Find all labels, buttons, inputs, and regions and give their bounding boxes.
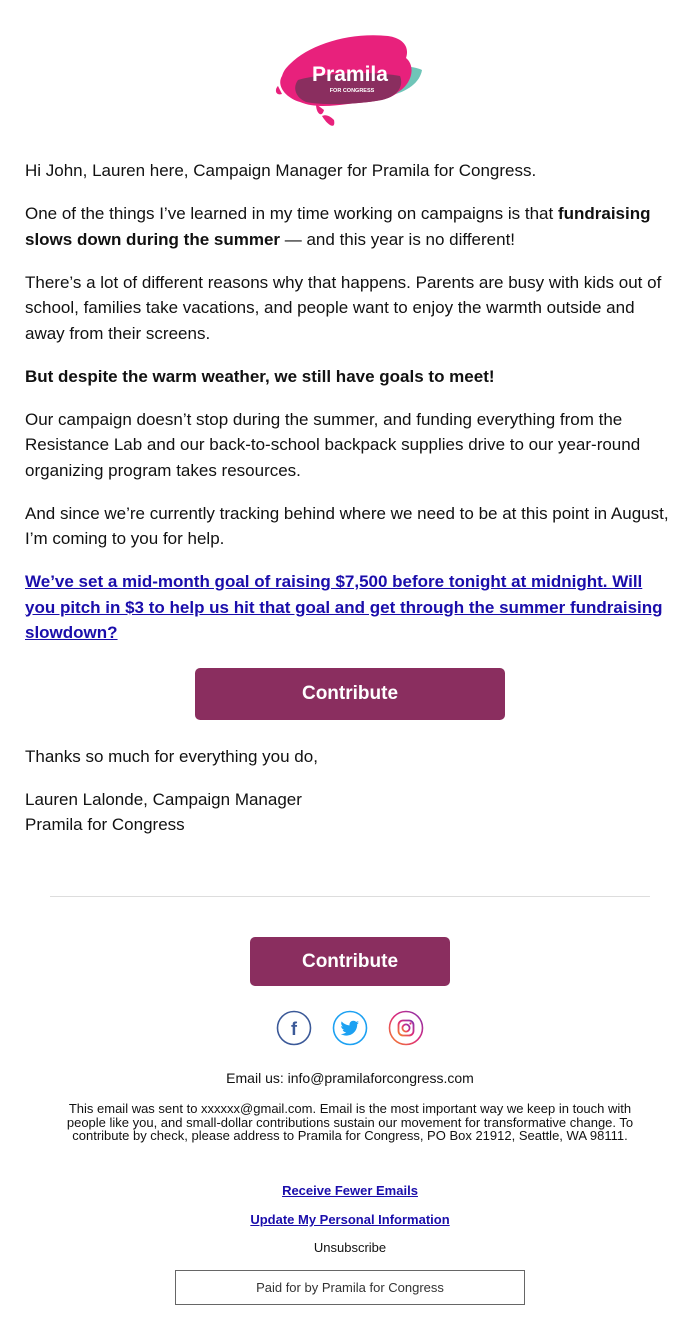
thanks-text: Thanks so much for everything you do, xyxy=(25,747,318,766)
contact-email: Email us: info@pramilaforcongress.com xyxy=(226,1070,474,1086)
donate-cta-link[interactable]: We’ve set a mid-month goal of raising $7,500 before tonight at midnight. Will you pitch in $3 to help us hit that goal and get through the summer fundraising slowdown? xyxy=(25,572,663,642)
twitter-icon[interactable] xyxy=(332,1010,368,1046)
email-body xyxy=(25,158,675,663)
cta-paragraph xyxy=(25,569,675,646)
footer-divider xyxy=(50,896,650,897)
email-closing xyxy=(25,744,675,837)
logo-subtitle: FOR CONGRESS xyxy=(329,88,375,94)
footer-contribute-button[interactable]: Contribute xyxy=(250,937,450,986)
contribute-button[interactable]: Contribute xyxy=(195,668,505,720)
paragraph-campaign: Our campaign doesn’t stop during the summer, and funding everything from the Resistance Lab and our back-to-school backpack supplies drive to our year-round organizing program takes resources. xyxy=(25,409,641,480)
paragraph-fundraising-tail: — and this year is no different! xyxy=(280,229,516,249)
paragraph-goals-bold: But despite the warm weather, we still have goals to meet! xyxy=(25,366,495,386)
facebook-glyph: f xyxy=(291,1019,297,1039)
signature-name: Lauren Lalonde, Campaign Manager xyxy=(25,790,302,809)
paragraph-help: And since we’re currently tracking behind where we need to be at this point in August, I’m coming to you for help. xyxy=(25,503,669,548)
greeting-paragraph: Hi John, Lauren here, Campaign Manager for Pramila for Congress. xyxy=(25,161,537,180)
footer-disclaimer: This email was sent to xxxxxx@gmail.com. Email is the most important way we keep in touch with people like you, and small-dollar contributions sustain our movement for transformative change. To contribute by check, please address to Pramila for Congress, PO Box 21912, Seattle, WA 98111. xyxy=(66,1101,634,1143)
receive-fewer-emails-row xyxy=(0,1182,700,1198)
logo-brush-graphic xyxy=(270,26,430,136)
logo-wordmark: Pramila xyxy=(312,63,388,86)
receive-fewer-emails-link[interactable]: Receive Fewer Emails xyxy=(282,1183,418,1198)
unsubscribe-link[interactable]: Unsubscribe xyxy=(313,1240,387,1255)
update-personal-info-link[interactable]: Update My Personal Information xyxy=(250,1212,450,1227)
paragraph-fundraising-lead: One of the things I’ve learned in my time working on campaigns is that xyxy=(25,204,558,223)
paragraph-goals xyxy=(25,364,675,390)
paragraph-fundraising-emphasis: fundraising slows down during the summer xyxy=(25,204,651,249)
paid-for-disclaimer: Paid for by Pramila for Congress xyxy=(175,1270,525,1305)
instagram-icon[interactable] xyxy=(388,1010,424,1046)
facebook-icon[interactable] xyxy=(276,1010,312,1046)
social-links xyxy=(0,1010,700,1046)
signature-org: Pramila for Congress xyxy=(25,815,185,834)
update-info-row xyxy=(0,1211,700,1227)
paragraph-reasons: There’s a lot of different reasons why that happens. Parents are busy with kids out of school, families take vacations, and people want to enjoy the warmth outside and away from their screens. xyxy=(25,272,662,343)
campaign-logo[interactable] xyxy=(270,26,430,136)
paragraph-fundraising xyxy=(25,201,675,252)
